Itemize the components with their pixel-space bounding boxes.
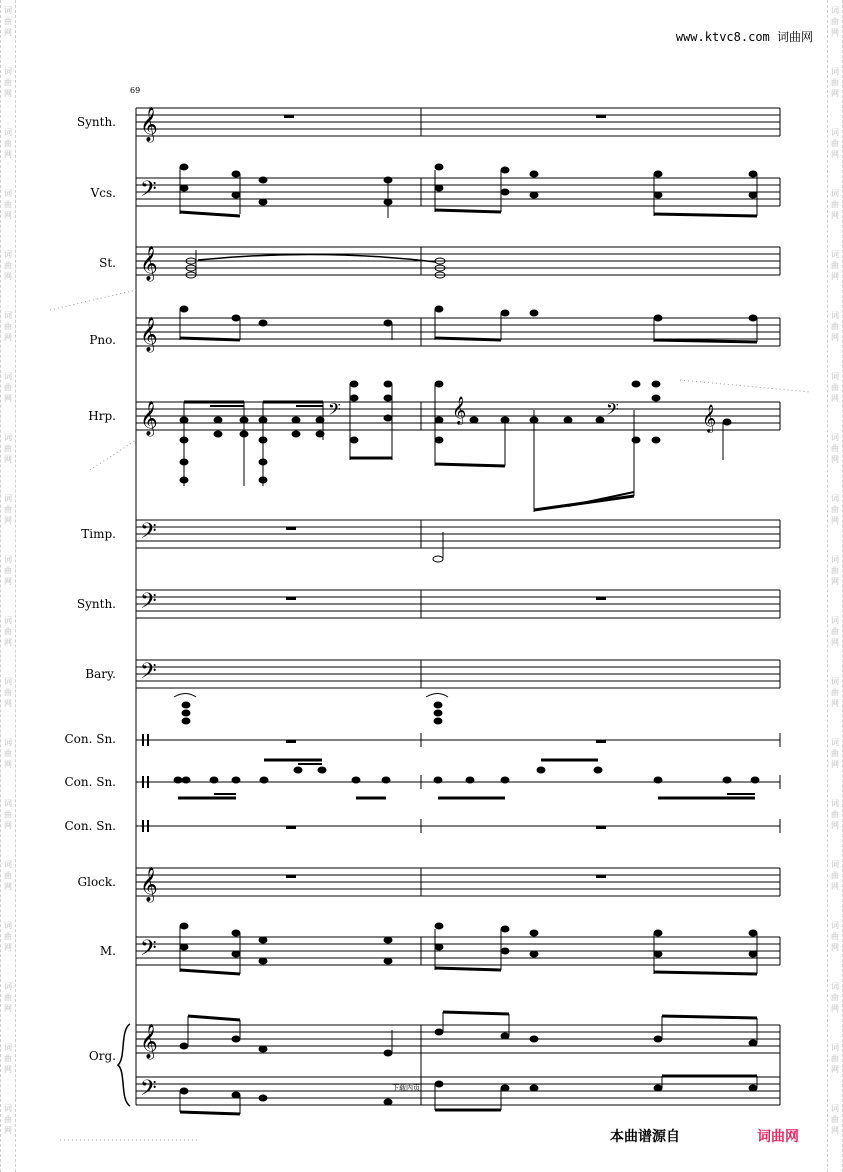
watermark-glyph: 曲 <box>4 871 12 880</box>
watermark-glyph: 词 <box>831 372 839 381</box>
watermark-glyph: 网 <box>4 333 12 342</box>
watermark-glyph: 词 <box>831 494 839 503</box>
watermark-glyph: 曲 <box>831 627 839 636</box>
watermark-glyph: 网 <box>4 89 12 98</box>
watermark-glyph: 网 <box>4 211 12 220</box>
watermark-glyph: 网 <box>4 1004 12 1013</box>
watermark-glyph: 词 <box>4 921 12 930</box>
watermark-glyph: 曲 <box>4 688 12 697</box>
watermark-glyph: 曲 <box>831 17 839 26</box>
watermark-glyph: 网 <box>4 28 12 37</box>
watermark-glyph: 网 <box>831 150 839 159</box>
watermark-glyph: 曲 <box>4 444 12 453</box>
watermark-glyph: 曲 <box>831 139 839 148</box>
watermark-glyph: 网 <box>831 943 839 952</box>
watermark-glyph: 词 <box>4 677 12 686</box>
watermark-glyph: 曲 <box>831 932 839 941</box>
instrument-label: Org. <box>88 1049 116 1063</box>
watermark-glyph: 曲 <box>4 810 12 819</box>
watermark-glyph: 词 <box>4 1043 12 1052</box>
watermark-glyph: 曲 <box>831 78 839 87</box>
watermark-glyph: 网 <box>831 28 839 37</box>
watermark-glyph: 曲 <box>4 505 12 514</box>
measure-number: 69 <box>130 86 141 95</box>
watermark-glyph: 词 <box>831 677 839 686</box>
svg-text:𝄞: 𝄞 <box>702 404 717 432</box>
watermark-glyph: 曲 <box>831 444 839 453</box>
svg-text:𝄢: 𝄢 <box>140 519 157 549</box>
watermark-glyph: 词 <box>831 616 839 625</box>
watermark-glyph: 网 <box>831 638 839 647</box>
watermark-glyph: 词 <box>831 555 839 564</box>
watermark-glyph: 曲 <box>4 383 12 392</box>
watermark-glyph: 曲 <box>831 505 839 514</box>
footer-brand-link[interactable]: 词曲网 <box>757 1129 799 1145</box>
instrument-label: Synth. <box>76 115 116 129</box>
watermark-glyph: 曲 <box>831 1054 839 1063</box>
watermark-glyph: 网 <box>4 882 12 891</box>
watermark-glyph: 曲 <box>831 1115 839 1124</box>
svg-text:𝄢: 𝄢 <box>140 659 157 689</box>
watermark-glyph: 词 <box>4 128 12 137</box>
svg-text:𝄞: 𝄞 <box>140 246 158 281</box>
watermark-glyph: 网 <box>831 882 839 891</box>
watermark-glyph: 词 <box>831 1043 839 1052</box>
instrument-label: Hrp. <box>88 409 116 423</box>
watermark-glyph: 词 <box>831 921 839 930</box>
watermark-glyph: 词 <box>4 982 12 991</box>
instrument-label: Con. Sn. <box>64 819 116 833</box>
watermark-glyph: 词 <box>4 372 12 381</box>
watermark-glyph: 网 <box>4 699 12 708</box>
watermark-glyph: 网 <box>831 1126 839 1135</box>
watermark-glyph: 词 <box>831 128 839 137</box>
watermark-glyph: 词 <box>831 1104 839 1113</box>
watermark-glyph: 网 <box>4 272 12 281</box>
watermark-glyph: 曲 <box>4 1054 12 1063</box>
svg-text:𝄞: 𝄞 <box>140 1024 158 1059</box>
instrument-label: Vcs. <box>90 186 116 200</box>
watermark-glyph: 词 <box>831 860 839 869</box>
watermark-glyph: 曲 <box>831 261 839 270</box>
watermark-glyph: 网 <box>831 394 839 403</box>
watermark-glyph: 曲 <box>831 200 839 209</box>
watermark-glyph: 曲 <box>4 139 12 148</box>
instrument-label: Glock. <box>77 875 116 889</box>
watermark-glyph: 曲 <box>831 688 839 697</box>
watermark-glyph: 网 <box>4 455 12 464</box>
watermark-glyph: 网 <box>4 150 12 159</box>
watermark-glyph: 网 <box>4 1126 12 1135</box>
svg-text:𝄢: 𝄢 <box>140 1076 157 1106</box>
svg-text:𝄞: 𝄞 <box>140 107 158 142</box>
instrument-label: Timp. <box>81 527 116 541</box>
svg-text:𝄞: 𝄞 <box>452 396 467 424</box>
watermark-glyph: 曲 <box>4 627 12 636</box>
watermark-glyph: 曲 <box>831 871 839 880</box>
watermark-glyph: 词 <box>4 860 12 869</box>
watermark-glyph: 曲 <box>4 749 12 758</box>
watermark-glyph: 词 <box>831 311 839 320</box>
watermark-glyph: 词 <box>4 189 12 198</box>
watermark-glyph: 词 <box>831 982 839 991</box>
watermark-glyph: 网 <box>831 89 839 98</box>
instrument-label: Con. Sn. <box>64 732 116 746</box>
watermark-glyph: 曲 <box>4 993 12 1002</box>
watermark-glyph: 曲 <box>4 932 12 941</box>
watermark-glyph: 网 <box>831 1065 839 1074</box>
watermark-glyph: 曲 <box>4 1115 12 1124</box>
instrument-label: St. <box>99 256 116 270</box>
watermark-glyph: 曲 <box>4 261 12 270</box>
instrument-label: M. <box>99 944 116 958</box>
footer-source-text: 本曲谱源自 <box>610 1129 680 1145</box>
organ-annotation: 下载内页 <box>392 1084 420 1092</box>
watermark-glyph: 词 <box>4 555 12 564</box>
svg-text:𝄞: 𝄞 <box>140 867 158 902</box>
watermark-glyph: 网 <box>831 211 839 220</box>
watermark-glyph: 网 <box>831 1004 839 1013</box>
watermark-glyph: 网 <box>831 272 839 281</box>
watermark-glyph: 曲 <box>4 78 12 87</box>
watermark-glyph: 网 <box>831 699 839 708</box>
watermark-glyph: 曲 <box>4 17 12 26</box>
watermark-glyph: 网 <box>4 577 12 586</box>
svg-text:𝄢: 𝄢 <box>140 936 157 966</box>
watermark-glyph: 词 <box>4 616 12 625</box>
watermark-glyph: 网 <box>831 333 839 342</box>
watermark-glyph: 曲 <box>831 810 839 819</box>
watermark-glyph: 网 <box>4 394 12 403</box>
watermark-glyph: 词 <box>831 189 839 198</box>
svg-text:𝄞: 𝄞 <box>140 317 158 352</box>
watermark-glyph: 网 <box>4 821 12 830</box>
instrument-label: Pno. <box>89 333 116 347</box>
watermark-glyph: 曲 <box>831 383 839 392</box>
watermark-glyph: 词 <box>831 67 839 76</box>
watermark-glyph: 词 <box>4 67 12 76</box>
watermark-glyph: 词 <box>831 738 839 747</box>
watermark-glyph: 词 <box>831 433 839 442</box>
svg-text:𝄞: 𝄞 <box>140 401 158 436</box>
watermark-glyph: 网 <box>4 516 12 525</box>
watermark-glyph: 网 <box>831 760 839 769</box>
watermark-glyph: 曲 <box>831 322 839 331</box>
watermark-glyph: 网 <box>4 943 12 952</box>
watermark-glyph: 词 <box>4 433 12 442</box>
watermark-glyph: 词 <box>831 6 839 15</box>
instrument-label: Bary. <box>85 667 116 681</box>
watermark-glyph: 网 <box>4 638 12 647</box>
watermark-glyph: 词 <box>4 250 12 259</box>
svg-text:𝄢: 𝄢 <box>606 399 619 423</box>
watermark-glyph: 词 <box>4 799 12 808</box>
instrument-label: Con. Sn. <box>64 775 116 789</box>
watermark-glyph: 词 <box>4 1104 12 1113</box>
watermark-glyph: 词 <box>4 6 12 15</box>
svg-text:𝄢: 𝄢 <box>328 399 341 423</box>
watermark-glyph: 词 <box>4 311 12 320</box>
watermark-glyph: 网 <box>4 760 12 769</box>
watermark-glyph: 曲 <box>831 749 839 758</box>
watermark-glyph: 网 <box>831 455 839 464</box>
svg-text:𝄢: 𝄢 <box>140 177 157 207</box>
svg-text:𝄢: 𝄢 <box>140 589 157 619</box>
watermark-glyph: 网 <box>831 821 839 830</box>
watermark-glyph: 网 <box>831 516 839 525</box>
watermark-glyph: 曲 <box>4 322 12 331</box>
watermark-glyph: 词 <box>4 494 12 503</box>
watermark-glyph: 网 <box>4 1065 12 1074</box>
watermark-glyph: 网 <box>831 577 839 586</box>
watermark-glyph: 词 <box>831 250 839 259</box>
watermark-glyph: 曲 <box>4 566 12 575</box>
watermark-glyph: 曲 <box>4 200 12 209</box>
watermark-glyph: 词 <box>4 738 12 747</box>
watermark-glyph: 词 <box>831 799 839 808</box>
watermark-glyph: 曲 <box>831 993 839 1002</box>
instrument-label: Synth. <box>76 597 116 611</box>
site-url[interactable]: www.ktvc8.com 词曲网 <box>675 30 813 44</box>
watermark-glyph: 曲 <box>831 566 839 575</box>
